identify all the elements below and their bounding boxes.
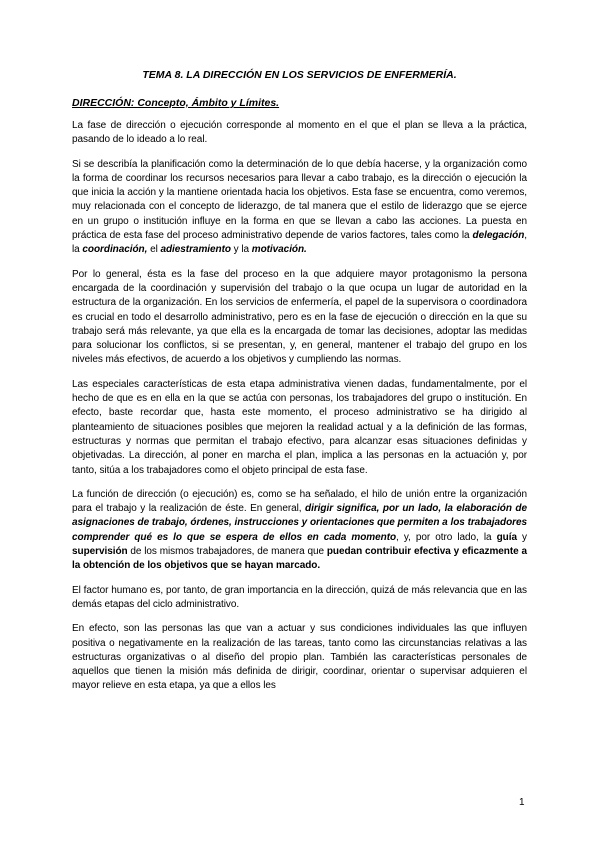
- term-motivacion: motivación.: [251, 244, 307, 256]
- section-heading: DIRECCIÓN: Concepto, Ámbito y Límites.: [72, 97, 280, 109]
- paragraph-5-mid3: de los mismos trabajadores, de manera que: [127, 546, 327, 558]
- paragraph-4: Las especiales características de esta etapa administrativa vienen dadas, fundamentalmente, por el hecho de que es en ella en la que se actúa con personas, los trabajadores del grupo o institución. En efecto, baste recordar que, hasta este momento, el proceso administrativo se ha dirigido al planteamiento de situaciones posibles que mejoren la realidad actual y a la definición de las formas, estructuras y normas que permitan el trabajo efectivo, para alcanzar esas situaciones definidas y objetivadas. La dirección, al poner en marcha el plan, implica a las personas en la actuación y, por tanto, sitúa a los trabajadores como el objeto principal de esta fase.: [72, 378, 527, 476]
- paragraph-2: [72, 158, 527, 258]
- term-delegacion: delegación: [472, 230, 525, 242]
- term-adiestramiento: adiestramiento: [160, 244, 231, 256]
- term-guia: guía: [496, 531, 517, 543]
- document-title: TEMA 8. LA DIRECCIÓN EN LOS SERVICIOS DE ENFERMERÍA.: [142, 69, 457, 81]
- paragraph-2-sep2: el: [147, 244, 161, 256]
- objectives-statement: puedan contribuir efectiva y eficazmente a la obtención de los objetivos que se hayan marcado.: [72, 546, 527, 572]
- paragraph-5: [72, 488, 527, 574]
- paragraph-3: Por lo general, ésta es la fase del proceso en la que adquiere mayor protagonismo la persona encargada de la coordinación y supervisión del trabajo o la que ocupa un lugar de autoridad en la estructura de la organización. En los servicios de enfermería, el papel de la supervisora o coordinadora es crucial en todo el desarrollo administrativo, pero es en la fase de ejecución o dirección en la que su trabajo será más relevante, ya que ella es la encargada de tomar las decisiones, adoptar las medidas para solucionar los conflictos, si se presentan, y, en general, mantener el trabajo del grupo en los niveles más efectivos, de acuerdo a los objetivos y cumpliendo las normas.: [72, 268, 527, 366]
- page-number: 1: [519, 797, 525, 808]
- paragraph-2-text: Si se describía la planificación como la determinación de lo que debía hacerse, y la organización como la forma de coordinar los recursos necesarios para llevar a cabo trabajo, es la dirección o ejecución la que inicia la acción y la mantiene orientada hacia los objetivos. Esta fase se encuentra, como veremos, muy relacionada con el concepto de liderazgo, de tal manera que el estilo de liderazgo que se ejerce en un grupo o institución influye en la forma en que se llevan a cabo las acciones. La puesta en práctica de esta fase del proceso administrativo depende de varios factores, tales como la: [72, 158, 527, 242]
- paragraph-2-sep3: y la: [230, 244, 252, 256]
- term-supervision: supervisión: [72, 546, 128, 558]
- dirigir-definition: dirigir significa, por un lado, la elaboración de asignaciones de trabajo, órdenes, instrucciones y orientaciones que permiten a los trabajadores comprender qué es lo que se espera de ellos en cada momento: [72, 503, 527, 543]
- term-coordinacion: coordinación,: [82, 244, 148, 256]
- paragraph-5-mid2: y: [516, 531, 527, 543]
- paragraph-5-mid1: , y, por otro lado, la: [396, 531, 497, 543]
- paragraph-6: El factor humano es, por tanto, de gran importancia en la dirección, quizá de más relevancia que en las demás etapas del ciclo administrativo.: [72, 584, 527, 610]
- paragraph-1: La fase de dirección o ejecución corresponde al momento en el que el plan se lleva a la práctica, pasando de lo ideado a lo real.: [72, 120, 527, 146]
- document-body: [72, 68, 527, 704]
- paragraph-2-sep1: , la: [72, 230, 527, 256]
- paragraph-7: En efecto, son las personas las que van a actuar y sus condiciones individuales las que influyen positiva o negativamente en la realización de las tareas, tanto como las circunstancias relativas a las estructuras organizativas o al diseño del propio plan. También las características personales de aquellos que tienen la misión más definida de dirigir, coordinar, orientar o supervisar adquieren el mayor relieve en esta etapa, ya que a ellos les: [72, 623, 527, 692]
- paragraph-5-text: La función de dirección (o ejecución) es, como se ha señalado, el hilo de unión entre la organización para el trabajo y la realización de éste. En general,: [72, 488, 527, 515]
